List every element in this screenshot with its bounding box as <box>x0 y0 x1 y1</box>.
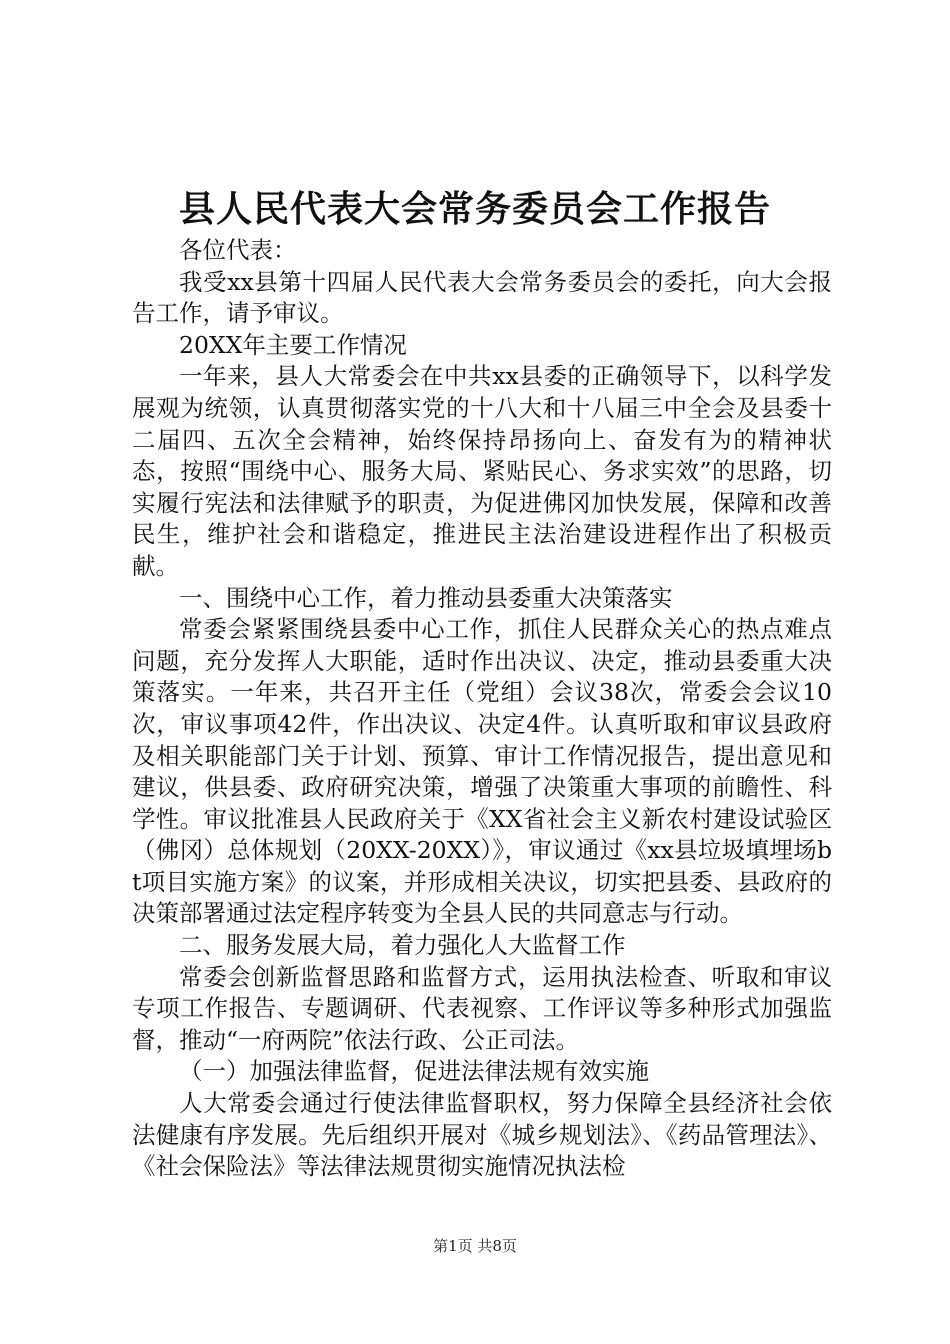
paragraph-intro: 我受xx县第十四届人民代表大会常务委员会的委托，向大会报告工作，请予审议。 <box>132 267 832 328</box>
section-heading-2: 二、服务发展大局，着力强化人大监督工作 <box>179 931 626 960</box>
paragraph-salutation: 各位代表： <box>179 236 297 264</box>
document-body <box>132 235 832 1183</box>
paragraph-subsection-2-1: 人大常委会通过行使法律监督职权，努力保障全县经济社会依法健康有序发展。先后组织开展对《城乡规划法》、《药品管理法》、《社会保险法》等法律法规贯彻实施情况执法检 <box>132 1089 832 1181</box>
paragraph-overview: 一年来，县人大常委会在中共xx县委的正确领导下，以科学发展观为统领，认真贯彻落实党的十八大和十八届三中全会及县委十二届四、五次全会精神，始终保持昂扬向上、奋发有为的精神状态，按照“围绕中心、服务大局、紧贴民心、务求实效”的思路，切实履行宪法和法律赋予的职责，为促进佛冈加快发展，保障和改善民生，维护社会和谐稳定，推进民主法治建设进程作出了积极贡献。 <box>132 362 832 580</box>
document-title: 县人民代表大会常务委员会工作报告 <box>178 188 771 230</box>
page-number-footer: 第1页 共8页 <box>433 1237 517 1255</box>
section-heading-main-work: 20XX年主要工作情况 <box>179 330 407 359</box>
paragraph-section-1: 常委会紧紧围绕县委中心工作，抓住人民群众关心的热点难点问题，充分发挥人大职能，适时作出决议、决定，推动县委重大决策落实。一年来，共召开主任（党组）会议38次，常委会会议10次，审议事项42件，作出决议、决定4件。认真听取和审议县政府及相关职能部门关于计划、预算、审计工作情况报告，提出意见和建议，供县委、政府研究决策，增强了决策重大事项的前瞻性、科学性。审议批准县人民政府关于《XX省社会主义新农村建设试验区（佛冈）总体规划（20XX-20XX）》，审议通过《xx县垃圾填埋场bt项目实施方案》的议案，并形成相关决议，切实把县委、县政府的决策部署通过法定程序转变为全县人民的共同意志与行动。 <box>132 615 832 928</box>
paragraph-section-2: 常委会创新监督思路和监督方式，运用执法检查、听取和审议专项工作报告、专题调研、代表视察、工作评议等多种形式加强监督，推动“一府两院”依法行政、公正司法。 <box>132 962 832 1054</box>
subsection-heading-2-1: （一）加强法律监督，促进法律法规有效实施 <box>179 1057 649 1086</box>
section-heading-1: 一、围绕中心工作，着力推动县委重大决策落实 <box>179 583 673 612</box>
